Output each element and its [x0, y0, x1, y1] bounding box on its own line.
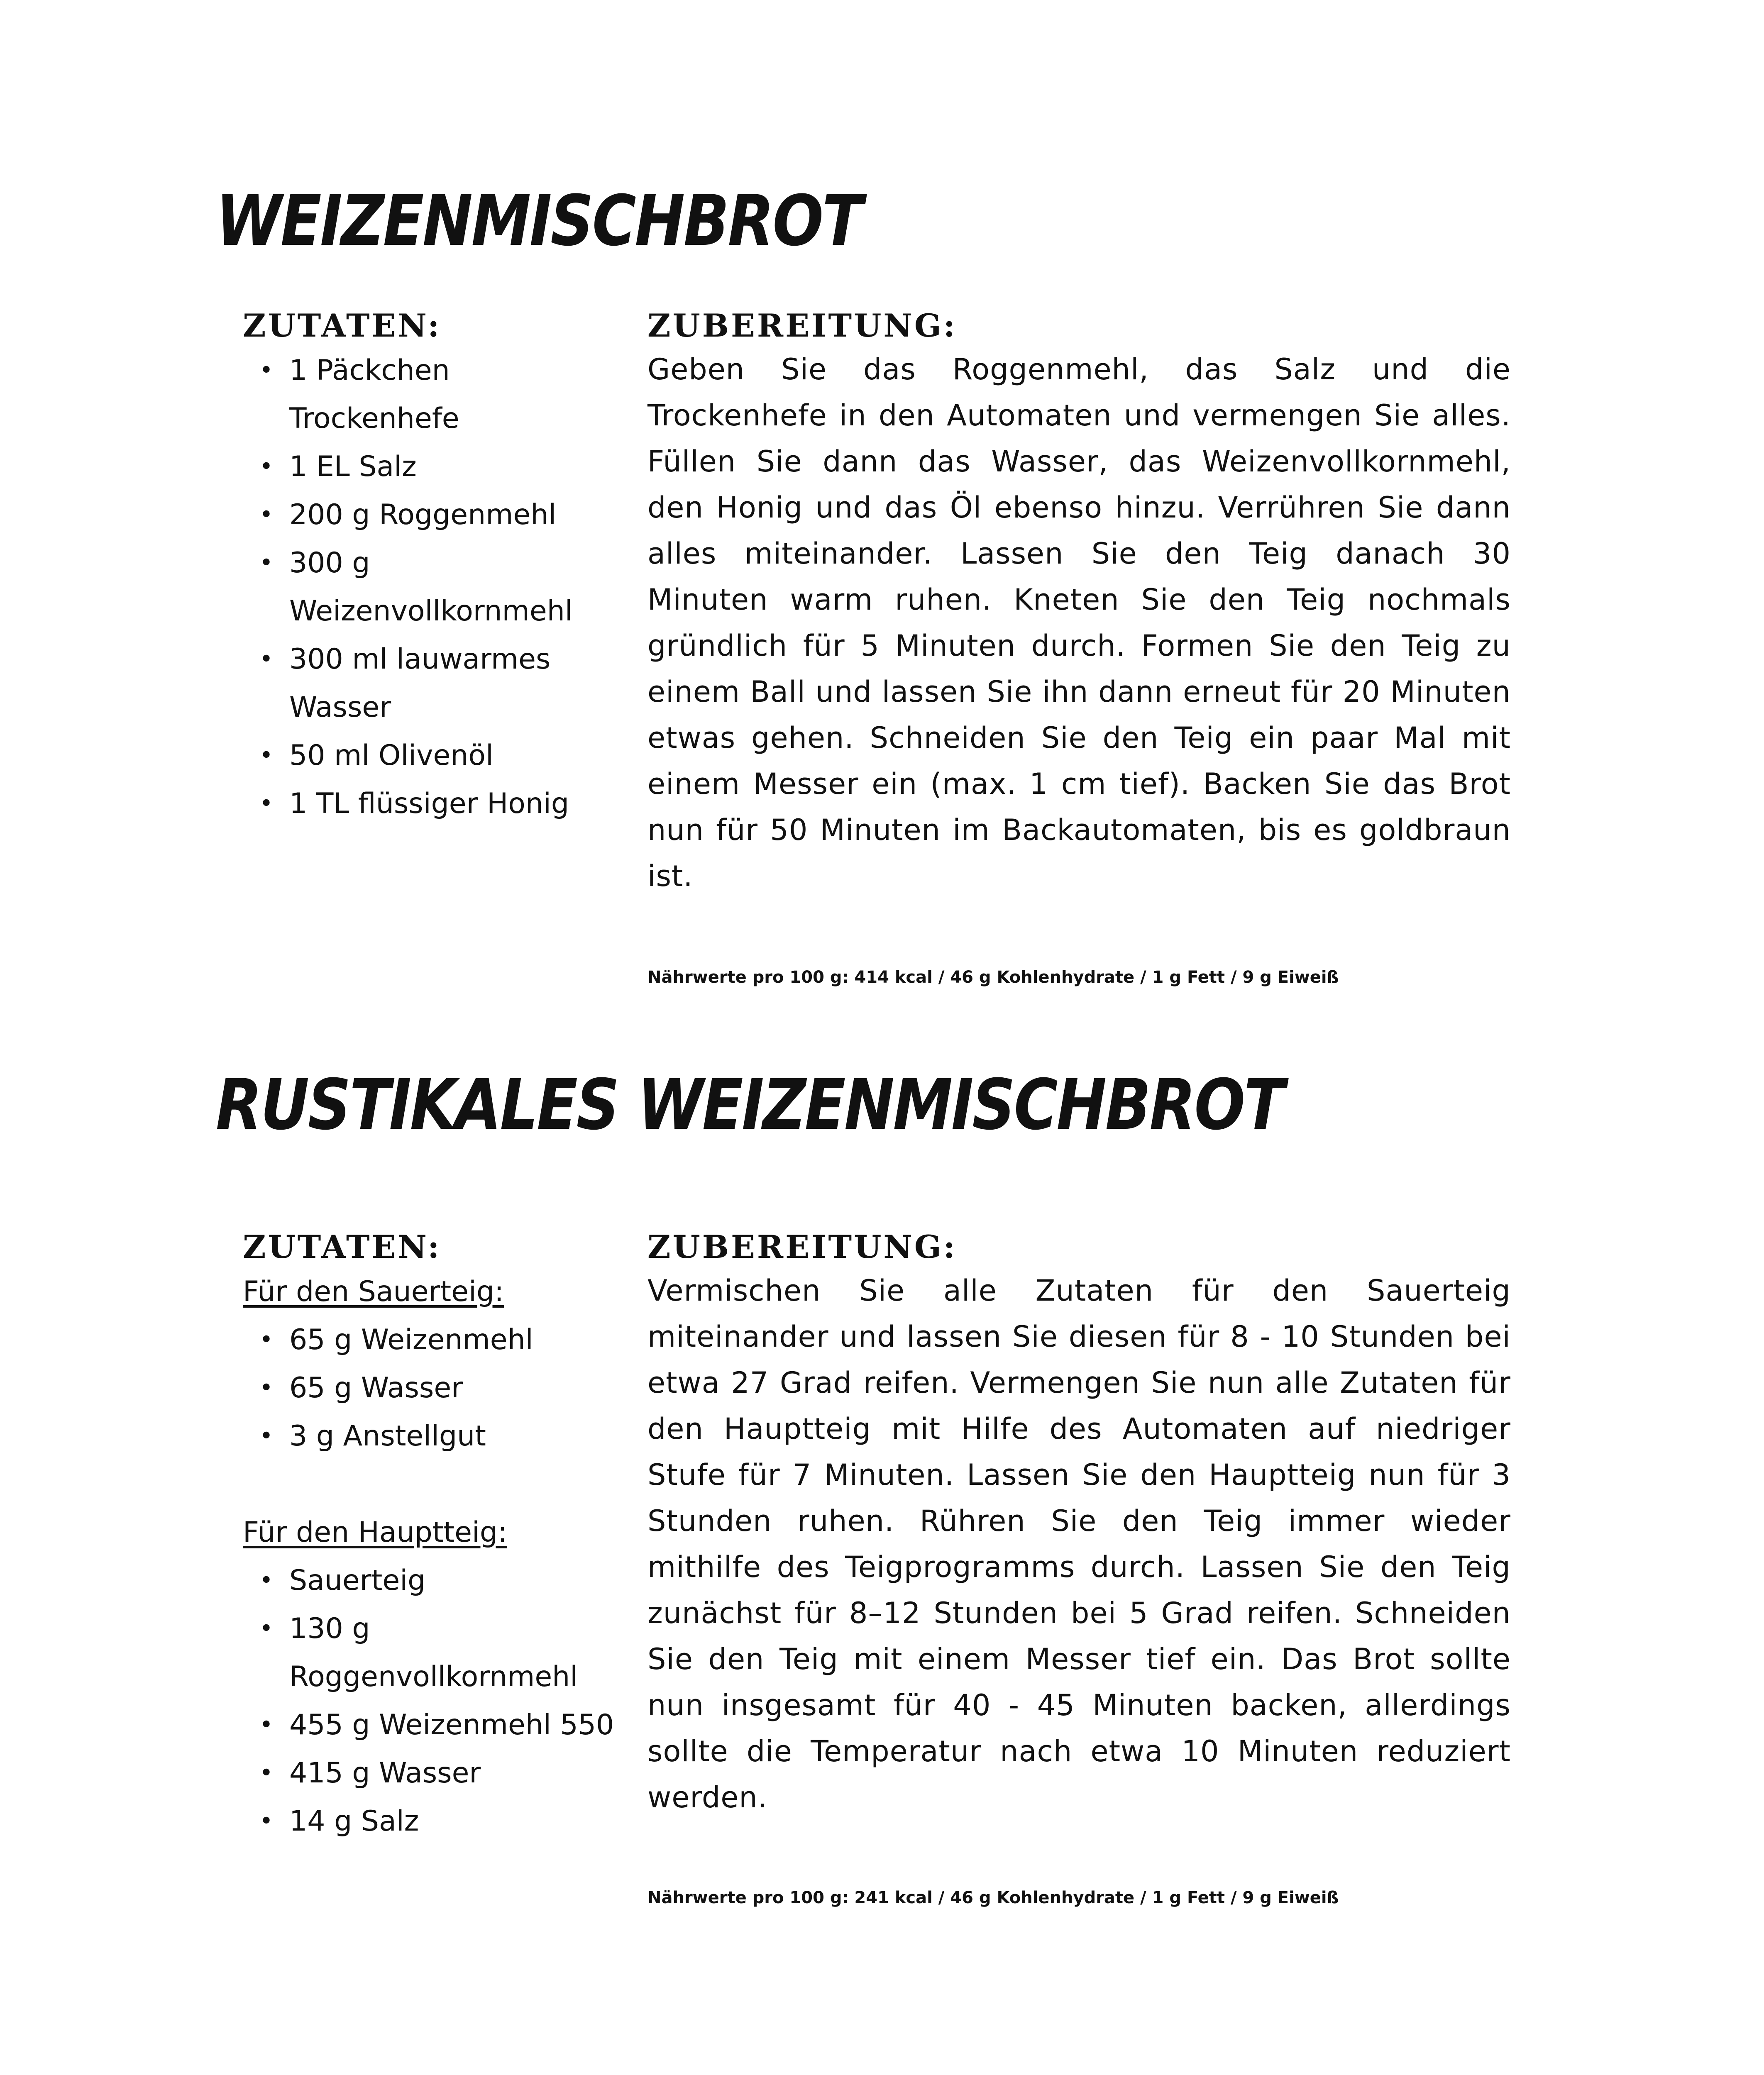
ingredient-item: • 1 EL Salz	[259, 443, 604, 491]
ingredient-item: • 65 g Weizenmehl	[259, 1316, 633, 1364]
ingredient-list	[243, 1557, 633, 1846]
recipe-title: RUSTIKALES WEIZENMISCHBROT	[216, 1064, 1283, 1145]
ingredient-item: • Sauerteig	[259, 1557, 633, 1605]
ingredient-item: • 14 g Salz	[259, 1797, 633, 1846]
ingredient-list	[243, 347, 604, 828]
ingredient-item: • 455 g Weizenmehl 550	[259, 1701, 633, 1749]
ingredient-item: • 1 TL flüssiger Honig	[259, 780, 604, 828]
recipe-title: WEIZENMISCHBROT	[216, 180, 862, 261]
ingredient-group-label: Für den Hauptteig:	[243, 1516, 507, 1549]
group-spacer	[243, 1460, 637, 1509]
ingredient-item: • 65 g Wasser	[259, 1364, 633, 1412]
preparation-column	[647, 305, 1511, 899]
ingredients-heading: ZUTATEN:	[243, 307, 442, 344]
ingredient-item: • 300 g Weizenvollkornmehl	[259, 539, 604, 635]
preparation-heading: ZUBEREITUNG:	[647, 307, 957, 344]
ingredient-item: • 50 ml Olivenöl	[259, 732, 604, 780]
ingredient-item: • 200 g Roggenmehl	[259, 491, 604, 539]
ingredients-heading: ZUTATEN:	[243, 1228, 442, 1265]
nutrition-info: Nährwerte pro 100 g: 414 kcal / 46 g Kohlenhydrate / 1 g Fett / 9 g Eiweiß	[647, 968, 1339, 987]
preparation-text: Vermischen Sie alle Zutaten für den Sauerteig miteinander und lassen Sie diesen für 8 - 10 Stunden bei etwa 27 Grad reifen. Vermengen Sie nun alle Zutaten für den Hauptteig mit Hilfe des Automaten auf niedriger Stufe für 7 Minuten. Lassen Sie den Hauptteig nun für 3 Stunden ruhen. Rühren Sie den Teig immer wieder mithilfe des Teigprogramms durch. Lassen Sie den Teig zunächst für 8–12 Stunden bei 5 Grad reifen. Schneiden Sie den Teig mit einem Messer tief ein. Das Brot sollte nun insgesamt für 40 - 45 Minuten backen, allerdings sollte die Temperatur nach etwa 10 Minuten reduziert werden.	[647, 1274, 1511, 1814]
ingredient-item: • 3 g Anstellgut	[259, 1412, 633, 1460]
nutrition-info: Nährwerte pro 100 g: 241 kcal / 46 g Kohlenhydrate / 1 g Fett / 9 g Eiweiß	[647, 1888, 1339, 1907]
preparation-column	[647, 1226, 1511, 1821]
preparation-text: Geben Sie das Roggenmehl, das Salz und die Trockenhefe in den Automaten und vermengen Sie alles. Füllen Sie dann das Wasser, das Weizenvollkornmehl, den Honig und das Öl ebenso hinzu. Verrühren Sie dann alles miteinander. Lassen Sie den Teig danach 30 Minuten warm ruhen. Kneten Sie den Teig nochmals gründlich für 5 Minuten durch. Formen Sie den Teig zu einem Ball und lassen Sie ihn dann erneut für 20 Minuten etwas gehen. Schneiden Sie den Teig ein paar Mal mit einem Messer ein (max. 1 cm tief). Backen Sie das Brot nun für 50 Minuten im Backautomaten, bis es goldbraun ist.	[647, 352, 1511, 893]
ingredient-item: • 1 Päckchen Trockenhefe	[259, 347, 604, 443]
ingredient-item: • 300 ml lauwarmes Wasser	[259, 635, 604, 732]
ingredients-column	[243, 1226, 637, 1846]
preparation-heading: ZUBEREITUNG:	[647, 1228, 957, 1265]
ingredient-item: • 415 g Wasser	[259, 1749, 633, 1797]
ingredients-column	[243, 305, 637, 828]
ingredient-item: • 130 g Roggenvollkornmehl	[259, 1605, 633, 1701]
ingredient-list	[243, 1316, 633, 1460]
ingredient-group-label: Für den Sauerteig:	[243, 1275, 504, 1308]
